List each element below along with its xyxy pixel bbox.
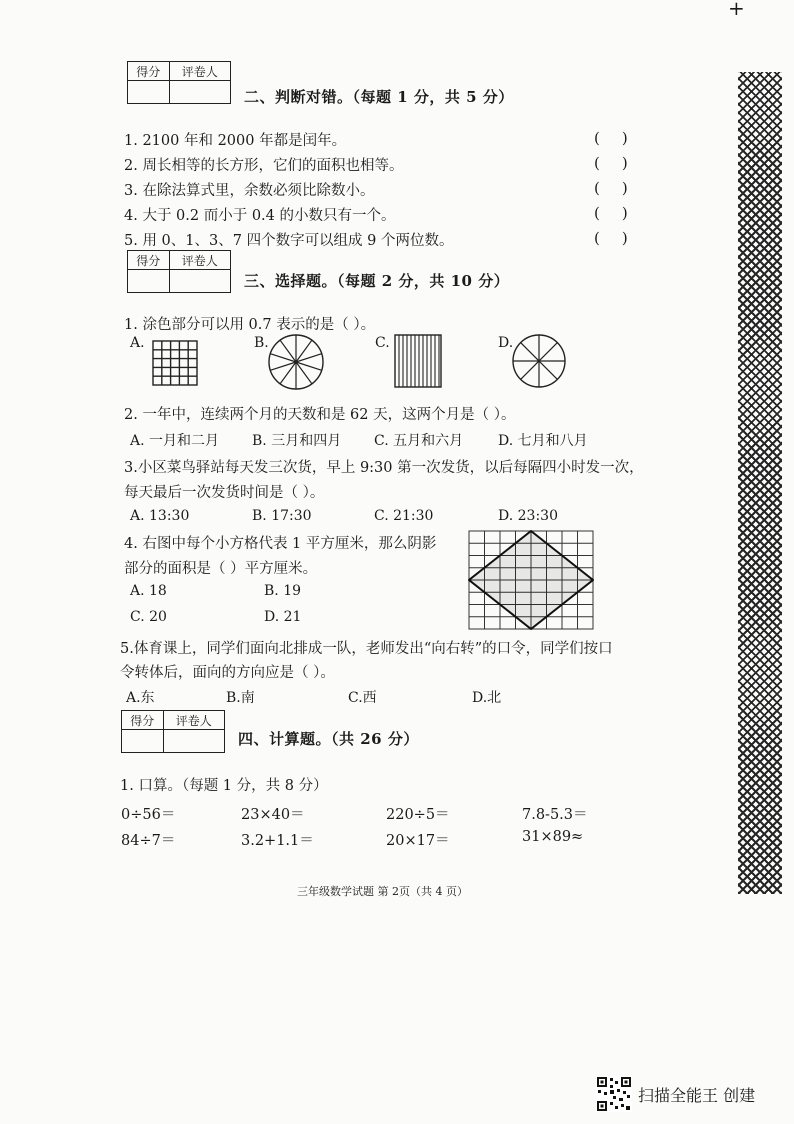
option-b-circle-figure [267, 333, 325, 391]
answer-blank-4[interactable]: () [594, 204, 650, 222]
q1-option-a[interactable]: A. [130, 335, 145, 351]
calc-5: 84÷7＝ [121, 833, 176, 849]
q4-grid-figure [468, 530, 594, 630]
q1-option-c[interactable]: C. [375, 335, 390, 351]
calc-1: 0÷56＝ [121, 807, 176, 823]
calc-7: 20×17＝ [386, 833, 450, 849]
calc-2: 23×40＝ [241, 807, 305, 823]
grader-label: 评卷人 [163, 711, 224, 730]
score-label: 得分 [122, 711, 164, 730]
binding-strip-pattern [738, 72, 782, 894]
qr-code-icon [596, 1076, 632, 1112]
calc-3: 220÷5＝ [386, 807, 450, 823]
score-cell[interactable] [128, 270, 170, 293]
q2-option-b[interactable]: B. 三月和四月 [252, 433, 342, 449]
q5-text-line2: 令转体后，面向的方向应是（ ）。 [120, 665, 335, 681]
q4-option-b[interactable]: B. 19 [264, 583, 302, 599]
q5-option-a[interactable]: A.东 [126, 690, 155, 706]
q2-option-c[interactable]: C. 五月和六月 [374, 433, 464, 449]
score-label: 得分 [128, 62, 170, 81]
q3-option-a[interactable]: A. 13:30 [130, 508, 190, 524]
grader-label: 评卷人 [169, 62, 230, 81]
tf-item-1: 1. 2100 年和 2000 年都是闰年。 [124, 133, 347, 149]
q4-text-line2: 部分的面积是（ ）平方厘米。 [124, 561, 318, 577]
calc-8: 31×89≈ [522, 829, 584, 845]
option-a-grid-figure [152, 340, 198, 386]
section2-title: 二、判断对错。（每题 1 分，共 5 分） [244, 88, 514, 106]
section4-title: 四、计算题。（共 26 分） [238, 730, 419, 748]
answer-blank-2[interactable]: () [594, 154, 650, 172]
tf-item-2: 2. 周长相等的长方形，它们的面积也相等。 [124, 158, 404, 174]
score-box-section2 [127, 61, 231, 104]
tf-item-3: 3. 在除法算式里，余数必须比除数小。 [124, 183, 375, 199]
q1-text: 1. 涂色部分可以用 0.7 表示的是（ ）。 [124, 317, 376, 333]
section3-title: 三、选择题。（每题 2 分，共 10 分） [244, 272, 510, 290]
corner-mark: + [728, 0, 745, 20]
score-cell[interactable] [122, 730, 164, 753]
grader-label: 评卷人 [169, 251, 230, 270]
calc-4: 7.8-5.3＝ [522, 807, 588, 823]
sub1-title: 1. 口算。（每题 1 分，共 8 分） [120, 778, 328, 794]
q3-option-c[interactable]: C. 21:30 [374, 508, 434, 524]
q3-text-line2: 每天最后一次发货时间是（ ）。 [124, 485, 325, 501]
option-d-circle-figure [511, 333, 567, 389]
q5-option-d[interactable]: D.北 [472, 690, 502, 706]
answer-blank-5[interactable]: () [594, 229, 650, 247]
q4-option-a[interactable]: A. 18 [130, 583, 167, 599]
grader-cell[interactable] [163, 730, 224, 753]
q3-option-d[interactable]: D. 23:30 [498, 508, 558, 524]
q3-text-line1: 3.小区菜鸟驿站每天发三次货，早上 9:30 第一次发货，以后每隔四小时发一次， [124, 460, 644, 476]
score-box-section4 [121, 710, 225, 753]
answer-blank-1[interactable]: () [594, 129, 650, 147]
q4-option-c[interactable]: C. 20 [130, 609, 167, 625]
q5-option-b[interactable]: B.南 [226, 690, 255, 706]
tf-item-5: 5. 用 0、1、3、7 四个数字可以组成 9 个两位数。 [124, 233, 454, 249]
grader-cell[interactable] [169, 81, 230, 104]
q2-option-a[interactable]: A. 一月和二月 [130, 433, 220, 449]
q3-option-b[interactable]: B. 17:30 [252, 508, 312, 524]
page-footer: 三年级数学试题 第 2页（共 4 页） [297, 885, 468, 898]
grader-cell[interactable] [169, 270, 230, 293]
tf-item-4: 4. 大于 0.2 而小于 0.4 的小数只有一个。 [124, 208, 396, 224]
calc-6: 3.2+1.1＝ [241, 833, 314, 849]
q2-text: 2. 一年中，连续两个月的天数和是 62 天，这两个月是（ ）。 [124, 407, 516, 423]
q2-option-d[interactable]: D. 七月和八月 [498, 433, 588, 449]
q1-option-b[interactable]: B. [254, 335, 269, 351]
q4-option-d[interactable]: D. 21 [264, 609, 302, 625]
scanner-watermark-text: 扫描全能王 创建 [638, 1086, 756, 1105]
q5-option-c[interactable]: C.西 [348, 690, 377, 706]
score-box-section3 [127, 250, 231, 293]
score-label: 得分 [128, 251, 170, 270]
answer-blank-3[interactable]: () [594, 179, 650, 197]
q4-text-line1: 4. 右图中每个小方格代表 1 平方厘米，那么阴影 [124, 536, 437, 552]
q5-text-line1: 5.体育课上，同学们面向北排成一队，老师发出“向右转”的口令，同学们按口 [120, 641, 613, 657]
q1-option-d[interactable]: D. [498, 335, 514, 351]
option-c-strip-figure [394, 334, 442, 388]
score-cell[interactable] [128, 81, 170, 104]
